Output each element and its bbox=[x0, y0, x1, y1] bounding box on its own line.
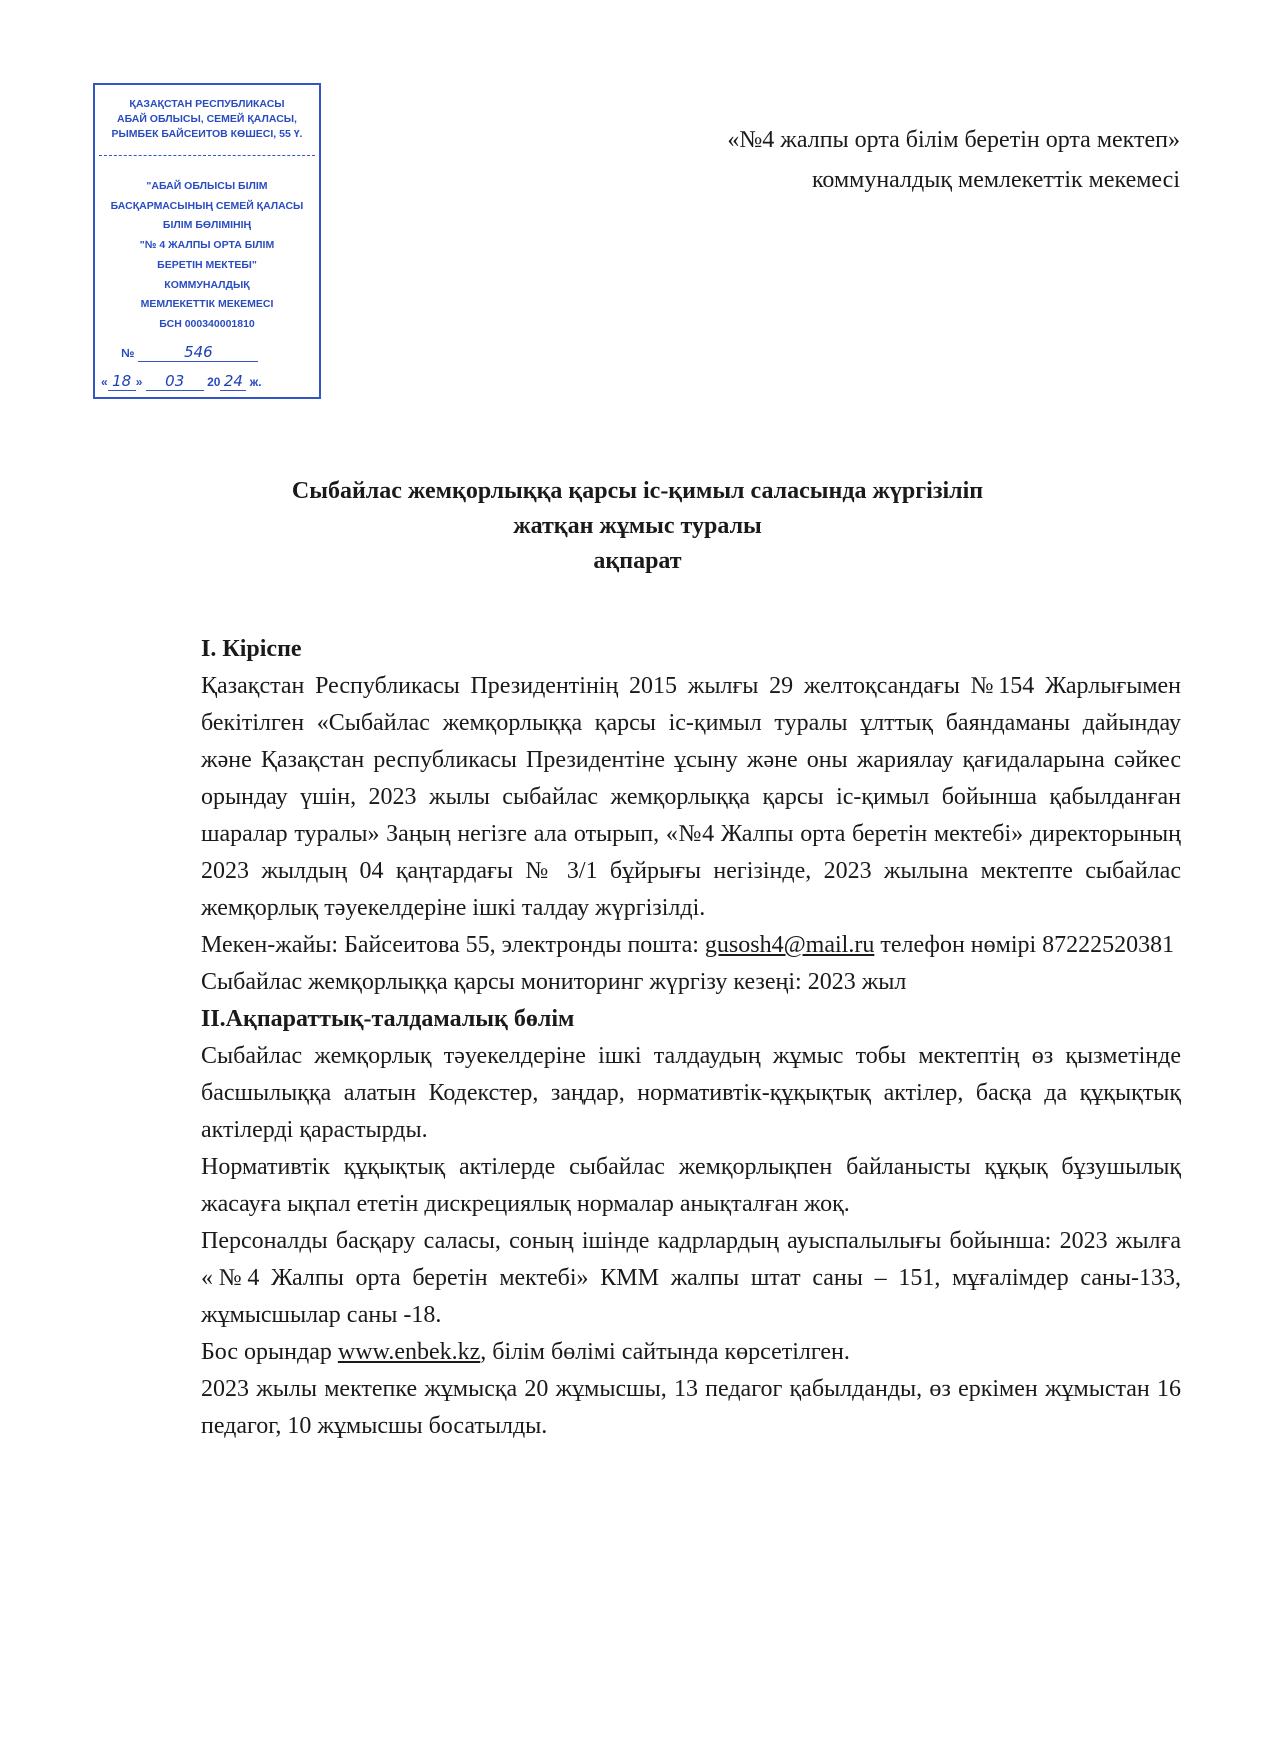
stamp-divider bbox=[99, 155, 315, 156]
stamp-date bbox=[101, 372, 315, 391]
stamp-line: АБАЙ ОБЛЫСЫ, СЕМЕЙ ҚАЛАСЫ, bbox=[117, 113, 297, 125]
section-2-paragraph-3: Персоналды басқару саласы, соның ішінде кадрлардың ауыспалылығы бойынша: 2023 жылға «№4 Жалпы орта беретін мектебі» КММ жалпы штат саны – 151, мұғалімдер саны-133, жұмысшылар саны -18. bbox=[201, 1228, 1181, 1328]
stamp-organization bbox=[95, 177, 319, 335]
section-2-paragraph-5: 2023 жылы мектепке жұмысқа 20 жұмысшы, 13 педагог қабылданды, өз еркімен жұмыстан 16 педагог, 10 жұмысшы босатылды. bbox=[201, 1376, 1181, 1439]
vacancy-paragraph bbox=[201, 1334, 1181, 1371]
address-text: Мекен-жайы: Байсеитова 55, электронды пошта: bbox=[201, 932, 705, 958]
phone-text: телефон нөмірі 87222520381 bbox=[874, 932, 1175, 958]
title-line-2: жатқан жұмыс туралы bbox=[513, 513, 762, 539]
stamp-date-year-prefix: 20 bbox=[207, 375, 221, 389]
stamp-line: БІЛІМ БӨЛІМІНІҢ bbox=[162, 219, 252, 232]
section-2-paragraph-2: Нормативтік құқықтық актілерде сыбайлас жемқорлықпен байланысты құқық бұзушылық жасауға ықпал ететін дискрециялық нормалар анықталған жоқ. bbox=[201, 1154, 1181, 1217]
vacancy-text: Бос орындар bbox=[201, 1339, 338, 1365]
stamp-date-open: « bbox=[101, 375, 108, 389]
stamp-line: ҚАЗАҚСТАН РЕСПУБЛИКАСЫ bbox=[129, 98, 285, 110]
section-2-heading: II.Ақпараттық-талдамалық бөлім bbox=[201, 1006, 575, 1032]
title-line-1: Сыбайлас жемқорлыққа қарсы іс-қимыл саласында жүргізіліп bbox=[291, 478, 984, 504]
stamp-line: "АБАЙ ОБЛЫСЫ БІЛІМ bbox=[146, 180, 268, 192]
stamp-registration-number bbox=[121, 343, 291, 362]
monitoring-period: Сыбайлас жемқорлыққа қарсы мониторинг жүргізу кезеңі: 2023 жыл bbox=[201, 969, 907, 995]
email-link[interactable]: gusosh4@mail.ru bbox=[704, 932, 875, 958]
section-1-heading: I. Кіріспе bbox=[201, 636, 302, 662]
registration-stamp bbox=[93, 83, 321, 399]
vacancy-suffix: , білім бөлімі сайтында көрсетілген. bbox=[480, 1339, 850, 1365]
document-body bbox=[201, 631, 1181, 1445]
enbek-link[interactable]: www.enbek.kz bbox=[337, 1339, 481, 1365]
addressee-block bbox=[727, 120, 1180, 200]
addressee-line-2: коммуналдық мемлекеттік мекемесі bbox=[811, 167, 1180, 193]
contact-paragraph bbox=[201, 927, 1181, 964]
document-title bbox=[0, 474, 1275, 579]
stamp-line: "№ 4 ЖАЛПЫ ОРТА БІЛІМ bbox=[139, 239, 275, 252]
stamp-date-year: 24 bbox=[223, 372, 243, 390]
stamp-number-label: № bbox=[121, 346, 135, 360]
stamp-line: КОММУНАЛДЫҚ bbox=[164, 278, 250, 291]
stamp-line: БСН 000340001810 bbox=[159, 317, 255, 330]
stamp-address bbox=[95, 85, 319, 142]
stamp-line: БАСҚАРМАСЫНЫҢ СЕМЕЙ ҚАЛАСЫ bbox=[110, 199, 304, 212]
stamp-date-month: 03 bbox=[165, 372, 185, 390]
addressee-line-1: «№4 жалпы орта білім беретін орта мектеп» bbox=[727, 127, 1180, 153]
section-1-paragraph: Қазақстан Республикасы Президентінің 2015 жылғы 29 желтоқсандағы №154 Жарлығымен бекітілген «Сыбайлас жемқорлыққа қарсы іс-қимыл туралы ұлттық баяндаманы дайындау және Қазақстан республикасы Президентіне ұсыну және оны жариялау қағидаларына сәйкес орындау үшін, 2023 жылы сыбайлас жемқорлыққа қарсы іс-қимыл бойынша қабылданған шаралар туралы» Заңың негізге ала отырып, «№4 Жалпы орта беретін мектебі» директорының 2023 жылдың 04 қаңтардағы № 3/1 бұйрығы негізінде, 2023 жылына мектепте сыбайлас жемқорлық тәуекелдеріне ішкі талдау жүргізілді. bbox=[201, 673, 1181, 921]
title-line-3: ақпарат bbox=[593, 548, 682, 574]
stamp-date-day: 18 bbox=[112, 372, 132, 390]
section-2-paragraph-1: Сыбайлас жемқорлық тәуекелдеріне ішкі талдаудың жұмыс тобы мектептің өз қызметінде басшылыққа алатын Кодекстер, заңдар, нормативтік-құқықтық актілер, басқа да құқықтық актілерді қарастырды. bbox=[201, 1043, 1181, 1143]
stamp-number-value: 546 bbox=[184, 343, 213, 361]
stamp-date-close: » bbox=[135, 375, 143, 389]
stamp-line: РЫМБЕК БАЙСЕИТОВ КӨШЕСІ, 55 Ү. bbox=[111, 128, 303, 140]
stamp-line: МЕМЛЕКЕТТІК МЕКЕМЕСІ bbox=[140, 298, 274, 311]
stamp-date-suffix: ж. bbox=[249, 375, 262, 389]
stamp-line: БЕРЕТІН МЕКТЕБІ" bbox=[157, 258, 257, 271]
